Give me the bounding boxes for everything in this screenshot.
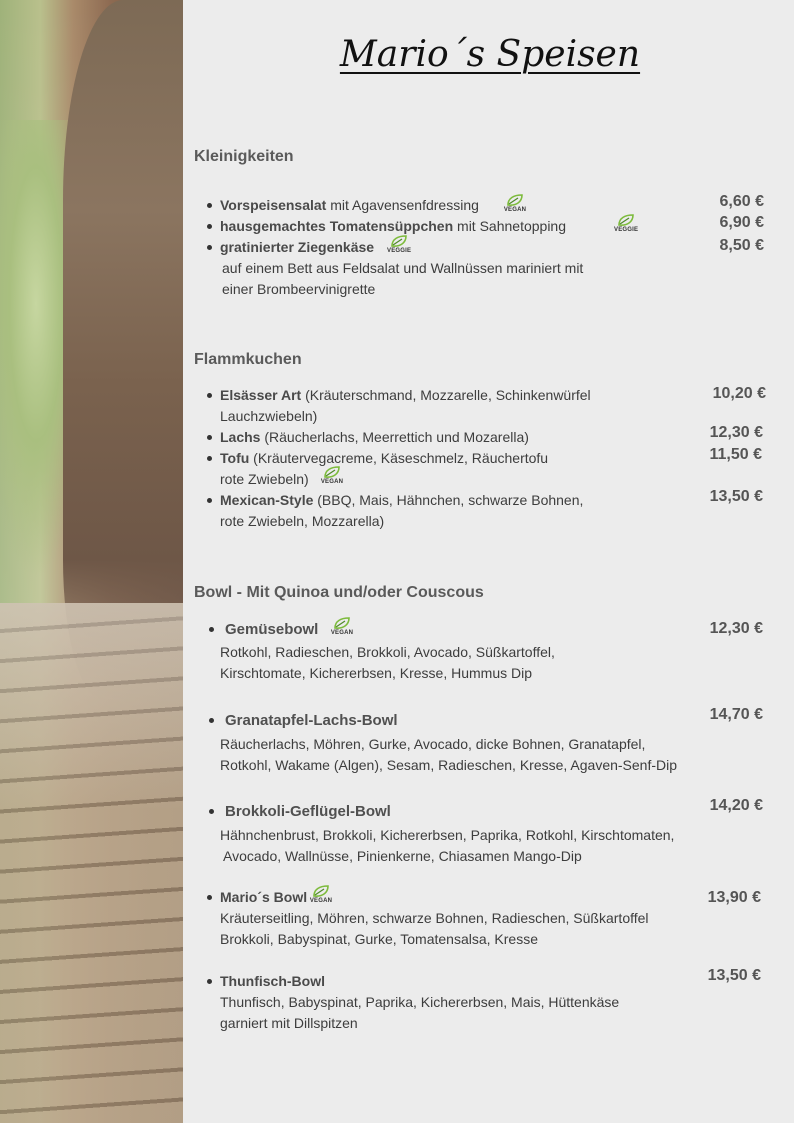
price: 10,20 € (712, 385, 766, 402)
section-heading-flammkuchen: Flammkuchen (194, 351, 302, 368)
menu-item-ziegenkaese: gratinierter Ziegenkäse (220, 239, 375, 255)
leaf-icon (333, 617, 351, 630)
bullet (207, 895, 212, 900)
menu-item-lachs: Lachs (Räucherlachs, Meerrettich und Mozarella) (220, 429, 529, 445)
bullet (207, 456, 212, 461)
leaf-icon (323, 466, 341, 479)
price: 8,50 € (719, 237, 764, 254)
bullet (207, 203, 212, 208)
item-description: Lauchzwiebeln) (220, 408, 318, 424)
vegan-badge: VEGAN (330, 617, 354, 639)
forest-stairs-photo (0, 0, 183, 1123)
item-description: Hähnchenbrust, Brokkoli, Kichererbsen, Paprika, Rotkohl, Kirschtomaten, (220, 827, 675, 843)
price: 13,50 € (709, 488, 763, 505)
price: 13,90 € (707, 889, 761, 906)
item-description: Räucherlachs, Möhren, Gurke, Avocado, dicke Bohnen, Granatapfel, (220, 736, 646, 752)
price: 14,70 € (709, 706, 763, 723)
vegan-badge: VEGAN (503, 194, 527, 216)
menu-item-elsaesser-art: Elsässer Art (Kräuterschmand, Mozzarelle, Schinkenwürfel (220, 387, 591, 403)
bullet (207, 245, 212, 250)
item-description: rote Zwiebeln) (220, 471, 309, 487)
item-description: auf einem Bett aus Feldsalat und Wallnüssen mariniert mit (222, 260, 584, 276)
item-description: Rotkohl, Radieschen, Brokkoli, Avocado, Süßkartoffel, (220, 644, 555, 660)
bullet (207, 435, 212, 440)
price: 13,50 € (707, 967, 761, 984)
leaf-icon (312, 885, 330, 898)
menu-title: Mario´s Speisen (339, 34, 641, 75)
menu-item-marios-bowl: Mario´s Bowl (220, 889, 308, 905)
bullet (209, 718, 214, 723)
vegan-badge: VEGAN (320, 466, 344, 488)
menu-item-tomatensueppchen: hausgemachtes Tomatensüppchen mit Sahnetopping (220, 218, 566, 234)
menu-item-tofu: Tofu (Kräutervegacreme, Käseschmelz, Räuchertofu (220, 450, 549, 466)
item-description: garniert mit Dillspitzen (220, 1015, 358, 1031)
price: 6,60 € (719, 193, 764, 210)
bullet (207, 224, 212, 229)
menu-item-vorspeisensalat: Vorspeisensalat mit Agavensenfdressing (220, 197, 479, 213)
leaf-icon (617, 214, 635, 227)
price: 6,90 € (719, 214, 764, 231)
item-description: rote Zwiebeln, Mozzarella) (220, 513, 385, 529)
menu-item-granatapfel-lachs-bowl: Granatapfel-Lachs-Bowl (225, 712, 398, 729)
menu-item-gemuesebowl: Gemüsebowl (225, 621, 319, 638)
menu-item-thunfisch-bowl: Thunfisch-Bowl (220, 973, 325, 989)
rock-wall (63, 0, 183, 700)
leaf-icon (506, 194, 524, 207)
item-description: Avocado, Wallnüsse, Pinienkerne, Chiasamen Mango-Dip (223, 848, 582, 864)
bullet (207, 393, 212, 398)
item-description: Brokkoli, Babyspinat, Gurke, Tomatensalsa, Kresse (220, 931, 539, 947)
item-description: Rotkohl, Wakame (Algen), Sesam, Radieschen, Kresse, Agaven-Senf-Dip (220, 757, 678, 773)
vegan-badge: VEGAN (309, 885, 333, 907)
section-heading-kleinigkeiten: Kleinigkeiten (194, 148, 294, 165)
veggie-badge: VEGGIE (614, 214, 638, 236)
price: 12,30 € (709, 424, 763, 441)
bullet (209, 809, 214, 814)
bullet (207, 979, 212, 984)
item-description: Thunfisch, Babyspinat, Paprika, Kichererbsen, Mais, Hüttenkäse (220, 994, 620, 1010)
item-description: einer Brombeervinigrette (222, 281, 376, 297)
item-description: Kirschtomate, Kichererbsen, Kresse, Hummus Dip (220, 665, 532, 681)
bullet (207, 498, 212, 503)
leaf-icon (390, 235, 408, 248)
price: 14,20 € (709, 797, 763, 814)
menu-item-mexican-style: Mexican-Style (BBQ, Mais, Hähnchen, schwarze Bohnen, (220, 492, 584, 508)
menu-item-brokkoli-gefluegel-bowl: Brokkoli-Geflügel-Bowl (225, 803, 391, 820)
bullet (209, 627, 214, 632)
price: 11,50 € (709, 446, 762, 463)
veggie-badge: VEGGIE (387, 235, 411, 257)
price: 12,30 € (709, 620, 763, 637)
section-heading-bowl: Bowl - Mit Quinoa und/oder Couscous (194, 584, 484, 601)
item-description: Kräuterseitling, Möhren, schwarze Bohnen, Radieschen, Süßkartoffel (220, 910, 649, 926)
